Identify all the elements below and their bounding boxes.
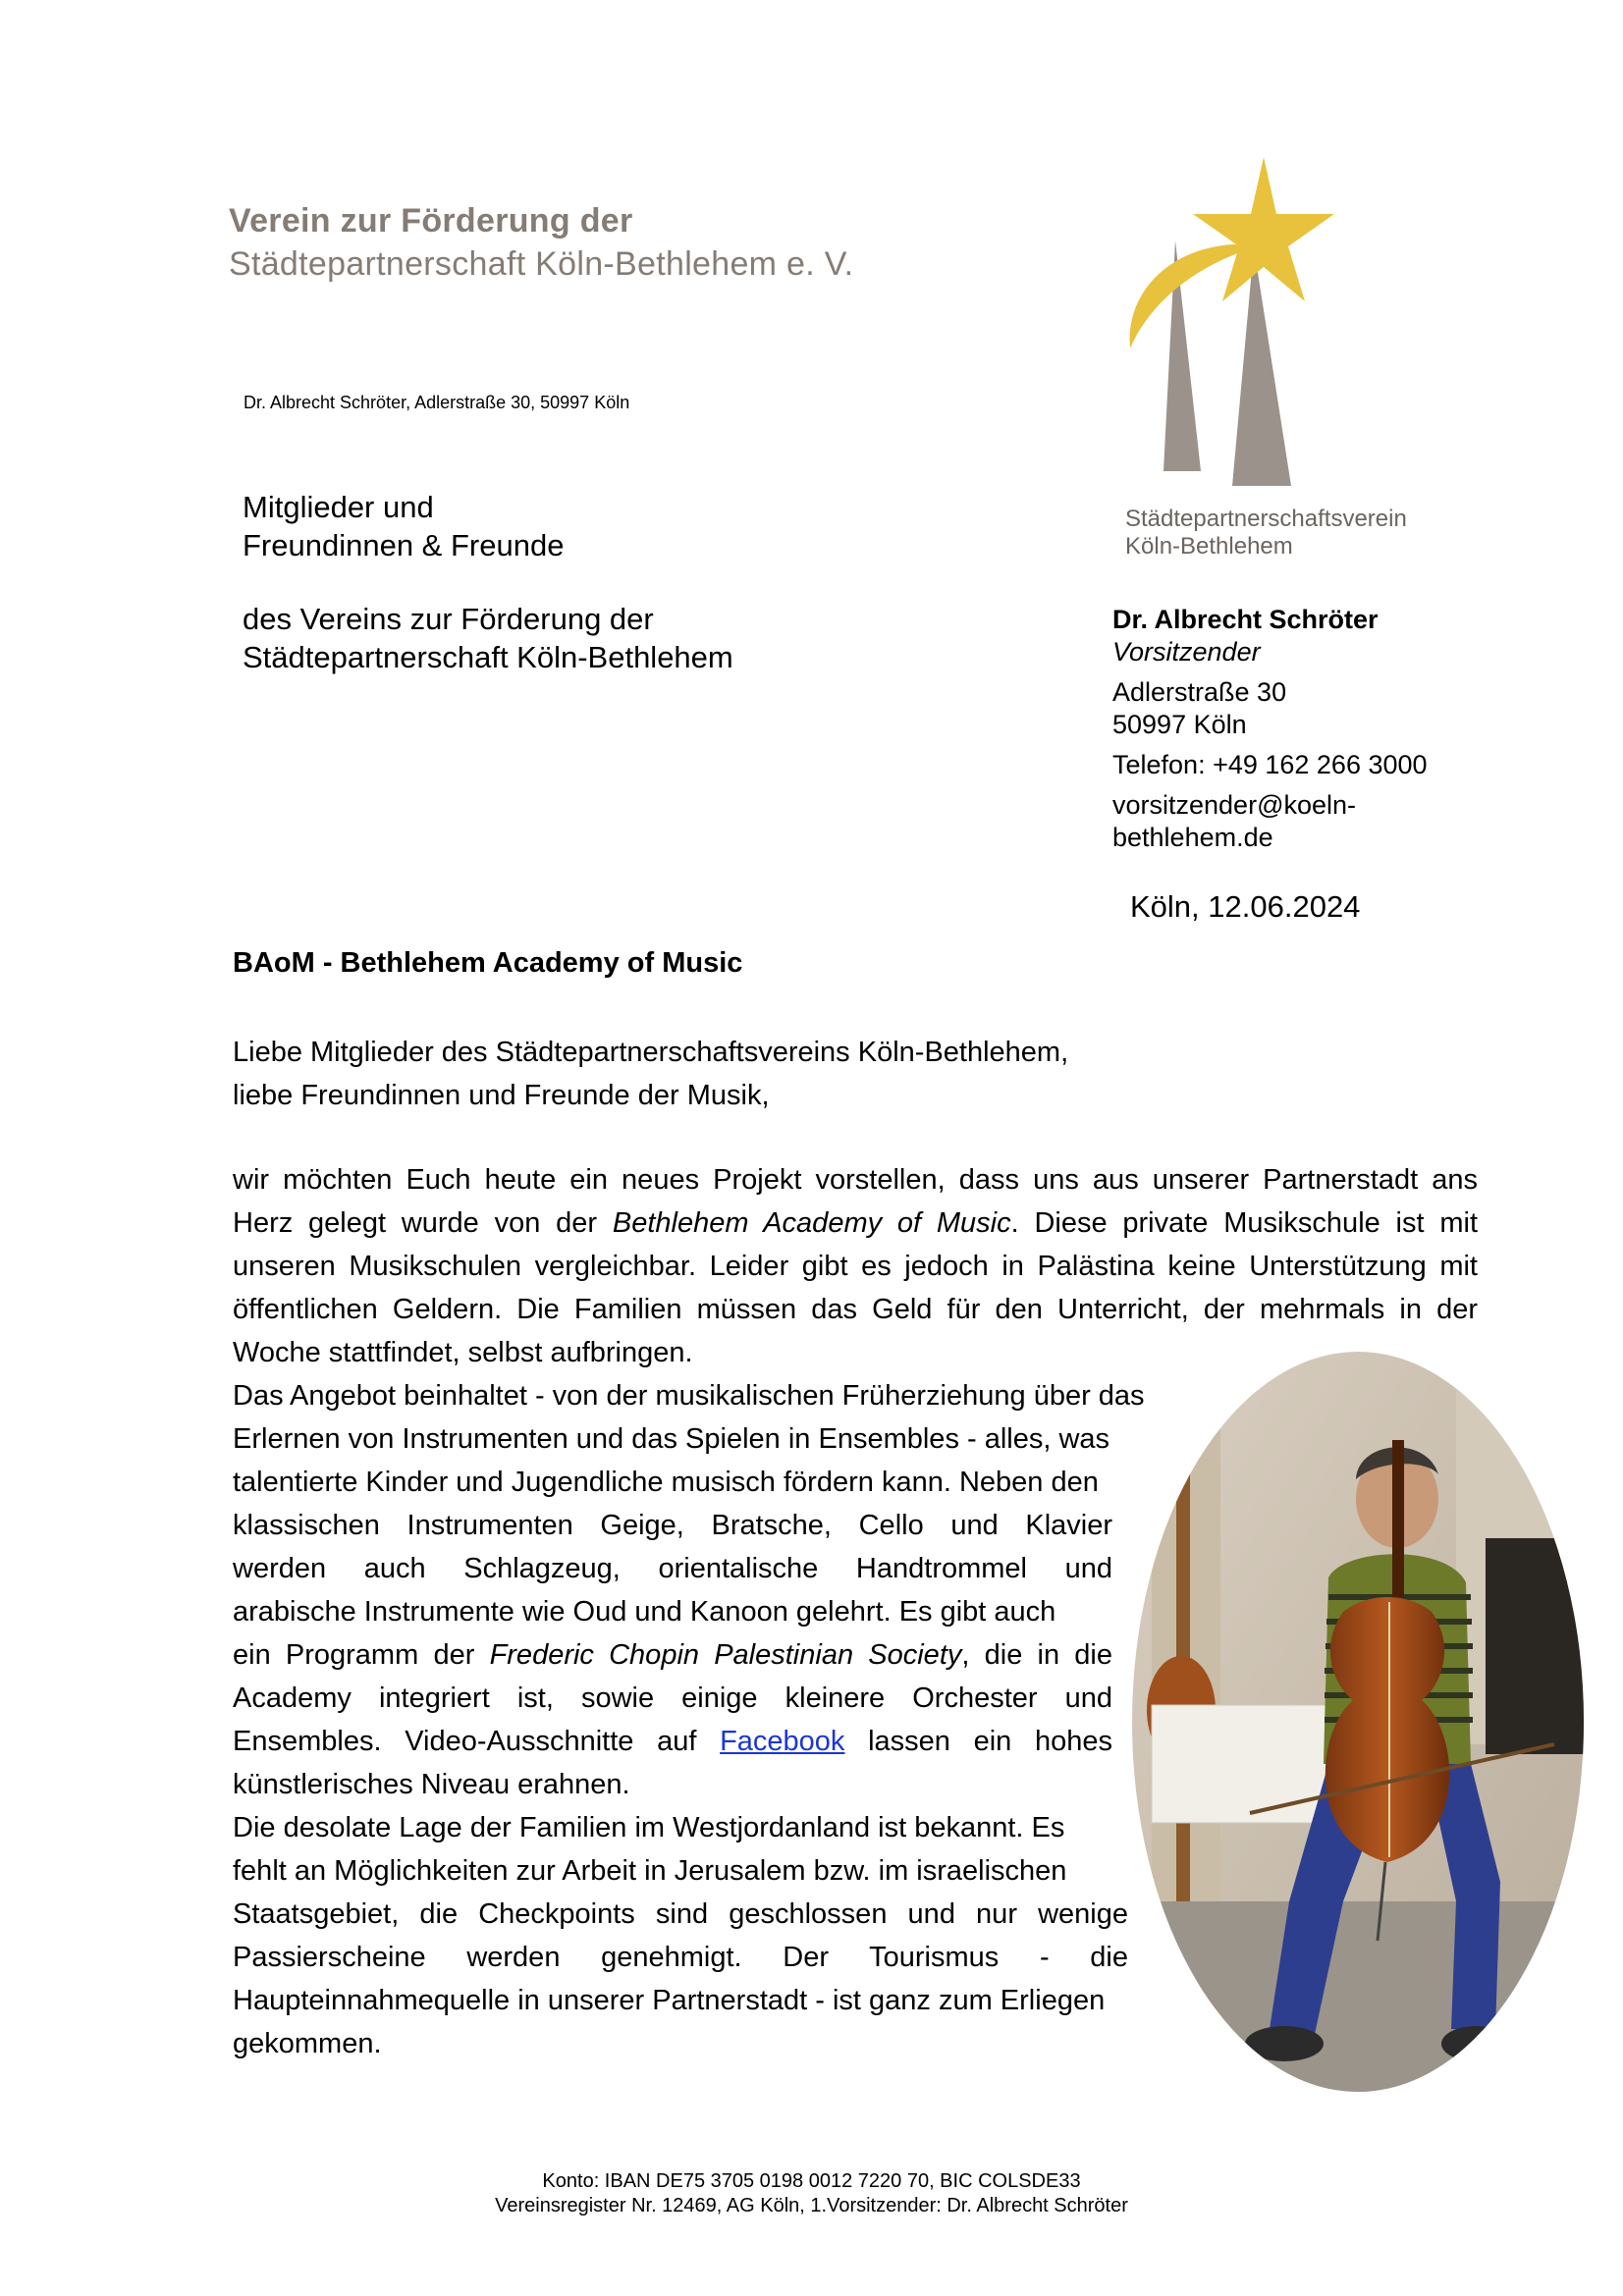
contact-street: Adlerstraße 30 [1112, 677, 1287, 707]
recipient-line: Mitglieder und [243, 490, 434, 524]
contact-phone: Telefon: +49 162 266 3000 [1112, 750, 1428, 779]
letter-subject: BAoM - Bethlehem Academy of Music [233, 947, 743, 979]
recipient-block [243, 488, 564, 564]
greeting [233, 1031, 1068, 1117]
text-line: Die desolate Lage der Familien im Westjordanland ist bekannt. Es [233, 1812, 1065, 1843]
text-line: Das Angebot beinhaltet - von der musikalischen Früherziehung über das [233, 1380, 1145, 1412]
footer-bank-details: Konto: IBAN DE75 3705 0198 0012 7220 70, BIC COLSDE33 [542, 2170, 1081, 2192]
paragraph-situation [233, 1806, 1128, 2065]
contact-block [1112, 604, 1486, 854]
text-line: unseren Musikschulen vergleichbar. Leider gibt es jedoch in Palästina keine Unterstützung mit [233, 1251, 1478, 1282]
text-line: Haupteinnahmequelle in unserer Partnerstadt - ist ganz zum Erliegen [233, 1985, 1106, 2016]
org-header-line1: Verein zur Förderung der [229, 202, 633, 240]
recipient-line: des Vereins zur Förderung der [243, 602, 654, 636]
text-line: werden auch Schlagzeug, orientalische Handtrommel und [233, 1553, 1112, 1584]
text-line: Passierscheine werden genehmigt. Der Tourismus - die [233, 1942, 1128, 1973]
paragraph-intro [233, 1158, 1478, 1374]
contact-city: 50997 Köln [1112, 710, 1247, 739]
text-line: Herz gelegt wurde von der Bethlehem Academy of Music. Diese private Musikschule ist mit [233, 1207, 1478, 1239]
text-line: ein Programm der Frederic Chopin Palestinian Society, die in die [233, 1639, 1112, 1671]
sender-address-line: Dr. Albrecht Schröter, Adlerstraße 30, 50997 Köln [243, 393, 630, 412]
recipient-line: Städtepartnerschaft Köln-Bethlehem [243, 640, 733, 674]
contact-role: Vorsitzender [1112, 637, 1261, 667]
contact-name: Dr. Albrecht Schröter [1112, 605, 1379, 634]
recipient-line: Freundinnen & Freunde [243, 528, 565, 562]
contact-email-cont: bethlehem.de [1112, 823, 1273, 852]
society-name: Frederic Chopin Palestinian Society [489, 1639, 962, 1671]
recipient-block-2 [243, 600, 733, 676]
text-line: Woche stattfindet, selbst aufbringen. [233, 1337, 693, 1368]
text-line: künstlerisches Niveau erahnen. [233, 1769, 630, 1800]
text-line: arabische Instrumente wie Oud und Kanoon gelehrt. Es gibt auch [233, 1596, 1056, 1628]
academy-name: Bethlehem Academy of Music [612, 1207, 1011, 1239]
facebook-link[interactable]: Facebook [720, 1726, 845, 1757]
star-towers-logo [1114, 147, 1389, 491]
text-line: Academy integriert ist, sowie einige kleinere Orchester und [233, 1682, 1112, 1714]
text-line: Erlernen von Instrumenten und das Spielen in Ensembles - alles, was [233, 1423, 1110, 1455]
text-line: klassischen Instrumenten Geige, Bratsche, Cello und Klavier [233, 1510, 1112, 1541]
greeting-line: liebe Freundinnen und Freunde der Musik, [233, 1080, 770, 1111]
text-line: wir möchten Euch heute ein neues Projekt vorstellen, dass uns aus unserer Partnerstadt ans [233, 1164, 1478, 1196]
footer-register: Vereinsregister Nr. 12469, AG Köln, 1.Vorsitzender: Dr. Albrecht Schröter [495, 2195, 1128, 2216]
text-line: öffentlichen Geldern. Die Familien müssen das Geld für den Unterricht, der mehrmals in der [233, 1294, 1478, 1325]
logo-caption-line: Städtepartnerschaftsverein [1125, 506, 1407, 532]
logo-caption-line: Köln-Bethlehem [1125, 533, 1293, 560]
org-header-line2: Städtepartnerschaft Köln-Bethlehem e. V. [229, 245, 854, 283]
text-line: fehlt an Möglichkeiten zur Arbeit in Jerusalem bzw. im israelischen [233, 1855, 1067, 1887]
star-shape [1193, 157, 1334, 301]
text-line: gekommen. [233, 2028, 382, 2059]
text-line: Ensembles. Video-Ausschnitte auf Facebook lassen ein hohes [233, 1726, 1113, 1757]
paragraph-offer [233, 1374, 1145, 1806]
logo-caption [1125, 506, 1407, 561]
contact-email: vorsitzender@koeln- [1112, 790, 1357, 820]
cellist-photo [1132, 1352, 1584, 2093]
text-line: talentierte Kinder und Jugendliche musisch fördern kann. Neben den [233, 1467, 1099, 1498]
letter-date: Köln, 12.06.2024 [1130, 889, 1361, 924]
greeting-line: Liebe Mitglieder des Städtepartnerschaftsvereins Köln-Bethlehem, [233, 1037, 1069, 1068]
text-line: Staatsgebiet, die Checkpoints sind geschlossen und nur wenige [233, 1898, 1128, 1930]
